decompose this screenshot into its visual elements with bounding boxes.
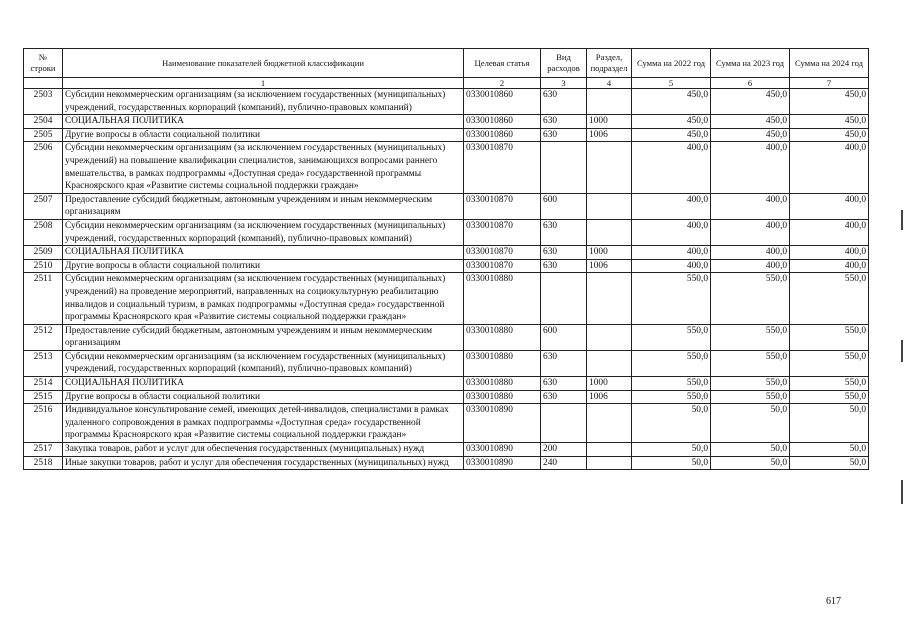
row-sum-2024: 400,0: [790, 219, 869, 245]
row-sum-2022: 550,0: [632, 324, 711, 350]
row-sum-2022: 400,0: [632, 142, 711, 193]
table-row: [24, 219, 869, 245]
row-sum-2022: 50,0: [632, 443, 711, 457]
row-name: Другие вопросы в области социальной политики: [63, 390, 464, 404]
row-sum-2024: 550,0: [790, 390, 869, 404]
row-section: 1000: [587, 115, 632, 129]
table-row: [24, 273, 869, 324]
row-sum-2024: 400,0: [790, 259, 869, 273]
row-expense-type: [541, 273, 587, 324]
row-section: [587, 273, 632, 324]
row-name: Субсидии некоммерческим организациям (за исключением государственных (муниципальных) учреждений) на проведение мероприятий, направленных на социокультурную реабилитацию инвалидов и социальный туризм, в рамках подпрограммы «Доступная среда» государственной программы Красноярского края «Развитие системы социальной поддержки граждан»: [63, 273, 464, 324]
row-target-article: 0330010860: [464, 89, 541, 115]
row-sum-2024: 400,0: [790, 193, 869, 219]
row-sum-2023: 50,0: [711, 404, 790, 443]
row-sum-2022: 50,0: [632, 404, 711, 443]
row-target-article: 0330010880: [464, 324, 541, 350]
row-section: [587, 142, 632, 193]
row-sum-2024: 450,0: [790, 89, 869, 115]
row-name: Субсидии некоммерческим организациям (за исключением государственных (муниципальных) учреждений, государственных корпораций (компаний), публично-правовых компаний): [63, 219, 464, 245]
column-number-row: [24, 78, 869, 89]
row-section: 1006: [587, 390, 632, 404]
row-number: 2506: [24, 142, 63, 193]
row-target-article: 0330010880: [464, 273, 541, 324]
row-sum-2023: 50,0: [711, 456, 790, 470]
table-row: [24, 443, 869, 457]
row-expense-type: 600: [541, 324, 587, 350]
row-name: Иные закупки товаров, работ и услуг для обеспечения государственных (муниципальных) нужд: [63, 456, 464, 470]
row-target-article: 0330010880: [464, 390, 541, 404]
row-number: 2507: [24, 193, 63, 219]
row-number: 2515: [24, 390, 63, 404]
row-sum-2022: 400,0: [632, 219, 711, 245]
table-row: [24, 89, 869, 115]
header-sum-2024: Сумма на 2024 год: [790, 49, 869, 78]
row-section: 1006: [587, 128, 632, 142]
row-number: 2509: [24, 246, 63, 260]
row-target-article: 0330010890: [464, 443, 541, 457]
row-section: [587, 404, 632, 443]
table-row: [24, 456, 869, 470]
row-sum-2023: 450,0: [711, 89, 790, 115]
row-target-article: 0330010860: [464, 115, 541, 129]
header-sum-2023: Сумма на 2023 год: [711, 49, 790, 78]
row-name: Субсидии некоммерческим организациям (за исключением государственных (муниципальных) учреждений) на повышение квалификации специалистов, занимающихся вопросами раннего вмешательства, в рамках подпрограммы «Доступная среда» государственной программы Красноярского края «Развитие системы социальной поддержки граждан»: [63, 142, 464, 193]
table-row: [24, 246, 869, 260]
row-sum-2023: 550,0: [711, 273, 790, 324]
row-sum-2023: 550,0: [711, 377, 790, 391]
column-number: 6: [711, 78, 790, 89]
row-target-article: 0330010860: [464, 128, 541, 142]
row-sum-2024: 450,0: [790, 128, 869, 142]
column-number: 2: [464, 78, 541, 89]
row-name: Субсидии некоммерческим организациям (за исключением государственных (муниципальных) учреждений, государственных корпораций (компаний), публично-правовых компаний): [63, 350, 464, 376]
row-section: [587, 324, 632, 350]
row-number: 2508: [24, 219, 63, 245]
row-expense-type: [541, 404, 587, 443]
row-section: [587, 219, 632, 245]
budget-table: [23, 48, 869, 470]
header-target-article: Целевая статья: [464, 49, 541, 78]
table-row: [24, 404, 869, 443]
row-sum-2024: 550,0: [790, 273, 869, 324]
column-number: 4: [587, 78, 632, 89]
row-sum-2022: 550,0: [632, 377, 711, 391]
row-number: 2510: [24, 259, 63, 273]
table-row: [24, 115, 869, 129]
row-target-article: 0330010870: [464, 193, 541, 219]
column-number: 3: [541, 78, 587, 89]
row-target-article: 0330010870: [464, 259, 541, 273]
row-name: Другие вопросы в области социальной политики: [63, 128, 464, 142]
header-name: Наименование показателей бюджетной классификации: [63, 49, 464, 78]
row-target-article: 0330010870: [464, 246, 541, 260]
row-target-article: 0330010890: [464, 456, 541, 470]
row-name: СОЦИАЛЬНАЯ ПОЛИТИКА: [63, 377, 464, 391]
page-number: 617: [826, 596, 841, 607]
row-sum-2022: 400,0: [632, 193, 711, 219]
table-row: [24, 350, 869, 376]
row-number: 2512: [24, 324, 63, 350]
row-expense-type: 630: [541, 128, 587, 142]
row-sum-2023: 50,0: [711, 443, 790, 457]
row-section: [587, 350, 632, 376]
row-sum-2024: 50,0: [790, 404, 869, 443]
row-name: Субсидии некоммерческим организациям (за исключением государственных (муниципальных) учреждений, государственных корпораций (компаний), публично-правовых компаний): [63, 89, 464, 115]
table-row: [24, 193, 869, 219]
row-section: [587, 456, 632, 470]
row-sum-2022: 550,0: [632, 390, 711, 404]
row-sum-2022: 50,0: [632, 456, 711, 470]
row-sum-2024: 400,0: [790, 246, 869, 260]
table-row: [24, 390, 869, 404]
header-sum-2022: Сумма на 2022 год: [632, 49, 711, 78]
row-sum-2022: 450,0: [632, 115, 711, 129]
row-sum-2024: 550,0: [790, 377, 869, 391]
row-expense-type: 630: [541, 377, 587, 391]
row-sum-2023: 450,0: [711, 128, 790, 142]
row-target-article: 0330010880: [464, 377, 541, 391]
header-expense-type: Вид расходов: [541, 49, 587, 78]
column-number: 5: [632, 78, 711, 89]
row-sum-2023: 400,0: [711, 259, 790, 273]
row-number: 2518: [24, 456, 63, 470]
column-number: 7: [790, 78, 869, 89]
row-sum-2024: 50,0: [790, 456, 869, 470]
row-expense-type: 200: [541, 443, 587, 457]
row-number: 2514: [24, 377, 63, 391]
row-section: [587, 193, 632, 219]
row-sum-2022: 400,0: [632, 259, 711, 273]
row-name: СОЦИАЛЬНАЯ ПОЛИТИКА: [63, 115, 464, 129]
row-number: 2511: [24, 273, 63, 324]
scan-edge-mark: [901, 480, 903, 504]
row-sum-2024: 550,0: [790, 350, 869, 376]
row-sum-2023: 400,0: [711, 219, 790, 245]
row-section: [587, 89, 632, 115]
scan-edge-mark: [901, 210, 903, 230]
row-number: 2505: [24, 128, 63, 142]
row-number: 2504: [24, 115, 63, 129]
row-section: 1000: [587, 246, 632, 260]
row-sum-2023: 400,0: [711, 142, 790, 193]
row-sum-2024: 50,0: [790, 443, 869, 457]
row-target-article: 0330010870: [464, 219, 541, 245]
row-expense-type: 630: [541, 115, 587, 129]
row-sum-2023: 450,0: [711, 115, 790, 129]
table-row: [24, 324, 869, 350]
row-number: 2516: [24, 404, 63, 443]
row-expense-type: 630: [541, 219, 587, 245]
row-sum-2022: 450,0: [632, 128, 711, 142]
row-sum-2023: 550,0: [711, 390, 790, 404]
row-name: Предоставление субсидий бюджетным, автономным учреждениям и иным некоммерческим организациям: [63, 193, 464, 219]
row-sum-2023: 400,0: [711, 246, 790, 260]
table-row: [24, 259, 869, 273]
row-sum-2022: 550,0: [632, 350, 711, 376]
table-row: [24, 377, 869, 391]
row-name: Другие вопросы в области социальной политики: [63, 259, 464, 273]
row-section: [587, 443, 632, 457]
row-sum-2024: 550,0: [790, 324, 869, 350]
row-expense-type: 630: [541, 246, 587, 260]
row-name: СОЦИАЛЬНАЯ ПОЛИТИКА: [63, 246, 464, 260]
row-target-article: 0330010880: [464, 350, 541, 376]
row-expense-type: 630: [541, 350, 587, 376]
table-body: [24, 89, 869, 470]
row-expense-type: 240: [541, 456, 587, 470]
header-row-no: № строки: [24, 49, 63, 78]
row-number: 2517: [24, 443, 63, 457]
row-section: 1000: [587, 377, 632, 391]
row-sum-2022: 400,0: [632, 246, 711, 260]
row-sum-2023: 550,0: [711, 324, 790, 350]
row-number: 2513: [24, 350, 63, 376]
row-sum-2024: 400,0: [790, 142, 869, 193]
row-sum-2023: 400,0: [711, 193, 790, 219]
row-section: 1006: [587, 259, 632, 273]
table-row: [24, 142, 869, 193]
column-number: [24, 78, 63, 89]
table-row: [24, 128, 869, 142]
row-sum-2022: 550,0: [632, 273, 711, 324]
row-sum-2024: 450,0: [790, 115, 869, 129]
row-expense-type: 630: [541, 259, 587, 273]
row-sum-2023: 550,0: [711, 350, 790, 376]
row-expense-type: 630: [541, 89, 587, 115]
row-name: Индивидуальное консультирование семей, имеющих детей-инвалидов, специалистами в рамках удаленного сопровождения в рамках подпрограммы «Доступная среда» государственной программы Красноярского края «Развитие системы социальной поддержки граждан»: [63, 404, 464, 443]
row-sum-2022: 450,0: [632, 89, 711, 115]
header-row: [24, 49, 869, 78]
row-name: Закупка товаров, работ и услуг для обеспечения государственных (муниципальных) нужд: [63, 443, 464, 457]
row-expense-type: 600: [541, 193, 587, 219]
row-target-article: 0330010890: [464, 404, 541, 443]
row-name: Предоставление субсидий бюджетным, автономным учреждениям и иным некоммерческим организациям: [63, 324, 464, 350]
header-section: Раздел, подраздел: [587, 49, 632, 78]
row-expense-type: [541, 142, 587, 193]
row-target-article: 0330010870: [464, 142, 541, 193]
column-number: 1: [63, 78, 464, 89]
row-expense-type: 630: [541, 390, 587, 404]
row-number: 2503: [24, 89, 63, 115]
scan-edge-mark: [901, 340, 903, 362]
